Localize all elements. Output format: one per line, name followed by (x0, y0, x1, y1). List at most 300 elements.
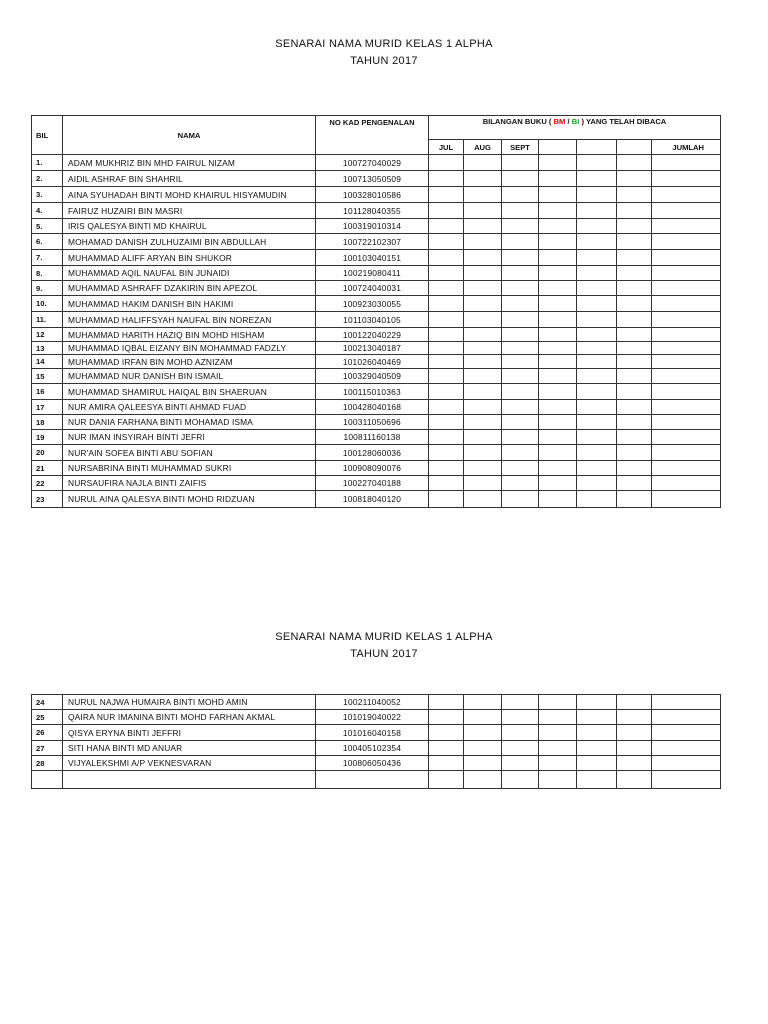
book-count-cell[interactable] (464, 415, 502, 430)
bil-cell: 23 (32, 491, 63, 508)
book-count-cell[interactable] (539, 710, 577, 725)
book-count-cell[interactable] (429, 155, 464, 171)
book-count-cell[interactable] (577, 741, 617, 756)
book-count-cell[interactable] (464, 355, 502, 369)
book-count-cell[interactable] (429, 342, 464, 355)
book-count-cell[interactable] (429, 312, 464, 328)
book-count-cell[interactable] (539, 342, 577, 355)
ic-cell: 100811160138 (316, 430, 429, 445)
bil-cell: 7. (32, 250, 63, 266)
book-count-cell[interactable] (652, 430, 721, 445)
bil-cell (32, 771, 63, 789)
book-count-cell[interactable] (429, 430, 464, 445)
book-count-cell[interactable] (577, 355, 617, 369)
book-count-cell[interactable] (502, 756, 539, 771)
book-count-cell[interactable] (429, 266, 464, 281)
table-row (32, 741, 721, 756)
book-count-cell[interactable] (539, 355, 577, 369)
book-count-cell[interactable] (429, 741, 464, 756)
book-count-cell[interactable] (539, 171, 577, 187)
table-row (32, 219, 721, 234)
table-row (32, 430, 721, 445)
name-cell: QAIRA NUR IMANINA BINTI MOHD FARHAN AKMAL (63, 710, 316, 725)
book-count-cell[interactable] (577, 491, 617, 508)
book-count-cell[interactable] (502, 281, 539, 296)
book-count-cell[interactable] (464, 695, 502, 710)
book-count-cell[interactable] (502, 266, 539, 281)
header-nama: NAMA (63, 116, 316, 155)
table-row (32, 400, 721, 415)
book-count-cell[interactable] (652, 384, 721, 400)
book-count-cell[interactable] (652, 219, 721, 234)
book-count-cell[interactable] (577, 203, 617, 219)
ic-cell: 100724040031 (316, 281, 429, 296)
book-count-cell[interactable] (652, 771, 721, 789)
book-count-cell[interactable] (617, 234, 652, 250)
book-count-cell[interactable] (577, 384, 617, 400)
book-count-cell[interactable] (617, 445, 652, 461)
book-count-cell[interactable] (464, 296, 502, 312)
book-count-cell[interactable] (502, 203, 539, 219)
book-count-cell[interactable] (539, 400, 577, 415)
book-count-cell[interactable] (539, 155, 577, 171)
book-count-cell[interactable] (464, 710, 502, 725)
book-count-cell[interactable] (502, 312, 539, 328)
book-count-cell[interactable] (502, 445, 539, 461)
header-month-4 (577, 140, 617, 155)
book-count-cell[interactable] (652, 171, 721, 187)
table-row (32, 725, 721, 741)
book-count-cell[interactable] (577, 296, 617, 312)
ic-cell (316, 771, 429, 789)
ic-cell: 100818040120 (316, 491, 429, 508)
book-count-cell[interactable] (652, 266, 721, 281)
book-count-cell[interactable] (429, 328, 464, 342)
bil-cell: 22 (32, 476, 63, 491)
book-count-cell[interactable] (429, 725, 464, 741)
book-count-cell[interactable] (464, 756, 502, 771)
ic-cell: 100428040168 (316, 400, 429, 415)
book-count-cell[interactable] (617, 741, 652, 756)
book-count-cell[interactable] (577, 219, 617, 234)
book-count-cell[interactable] (464, 171, 502, 187)
book-count-cell[interactable] (539, 430, 577, 445)
book-count-cell[interactable] (617, 281, 652, 296)
book-count-cell[interactable] (464, 266, 502, 281)
book-count-cell[interactable] (502, 355, 539, 369)
ic-cell: 100806050436 (316, 756, 429, 771)
book-count-cell[interactable] (502, 491, 539, 508)
book-count-cell[interactable] (429, 771, 464, 789)
book-count-cell[interactable] (429, 461, 464, 476)
bil-cell: 28 (32, 756, 63, 771)
name-cell: MUHAMMAD ALIFF ARYAN BIN SHUKOR (63, 250, 316, 266)
book-count-cell[interactable] (429, 250, 464, 266)
book-count-cell[interactable] (577, 187, 617, 203)
name-cell: MUHAMMAD SHAMIRUL HAIQAL BIN SHAERUAN (63, 384, 316, 400)
book-count-cell[interactable] (577, 281, 617, 296)
table-row (32, 203, 721, 219)
book-count-cell[interactable] (539, 384, 577, 400)
book-count-cell[interactable] (617, 725, 652, 741)
table-row (32, 296, 721, 312)
name-cell: NUR IMAN INSYIRAH BINTI JEFRI (63, 430, 316, 445)
table-row (32, 756, 721, 771)
ic-cell: 100122040229 (316, 328, 429, 342)
table-row (32, 312, 721, 328)
ic-cell: 101019040022 (316, 710, 429, 725)
book-count-cell[interactable] (652, 400, 721, 415)
book-count-cell[interactable] (617, 203, 652, 219)
bil-cell: 26 (32, 725, 63, 741)
book-count-cell[interactable] (617, 171, 652, 187)
book-count-cell[interactable] (617, 296, 652, 312)
book-count-cell[interactable] (617, 328, 652, 342)
book-count-cell[interactable] (429, 187, 464, 203)
header-bil: BIL (32, 116, 63, 155)
book-count-cell[interactable] (539, 203, 577, 219)
book-count-cell[interactable] (429, 296, 464, 312)
book-count-cell[interactable] (429, 203, 464, 219)
book-count-cell[interactable] (539, 725, 577, 741)
book-count-cell[interactable] (539, 328, 577, 342)
book-count-cell[interactable] (464, 725, 502, 741)
book-count-cell[interactable] (502, 234, 539, 250)
book-count-cell[interactable] (464, 250, 502, 266)
book-count-cell[interactable] (539, 695, 577, 710)
book-count-cell[interactable] (652, 725, 721, 741)
book-count-cell[interactable] (617, 219, 652, 234)
table-row (32, 171, 721, 187)
bil-cell: 2. (32, 171, 63, 187)
book-count-cell[interactable] (652, 491, 721, 508)
book-count-cell[interactable] (617, 771, 652, 789)
table-row (32, 771, 721, 789)
book-count-cell[interactable] (617, 312, 652, 328)
name-cell: VIJYALEKSHMI A/P VEKNESVARAN (63, 756, 316, 771)
book-count-cell[interactable] (464, 400, 502, 415)
bil-cell: 14 (32, 355, 63, 369)
ic-cell: 101128040355 (316, 203, 429, 219)
book-count-cell[interactable] (464, 445, 502, 461)
header-no-kad: NO KAD PENGENALAN (316, 116, 429, 155)
book-count-cell[interactable] (577, 328, 617, 342)
book-count-cell[interactable] (577, 342, 617, 355)
book-count-cell[interactable] (429, 756, 464, 771)
book-count-cell[interactable] (617, 384, 652, 400)
header-bilangan-prefix: BILANGAN BUKU ( (482, 117, 552, 126)
book-count-cell[interactable] (652, 328, 721, 342)
book-count-cell[interactable] (617, 250, 652, 266)
book-count-cell[interactable] (577, 461, 617, 476)
table-row (32, 250, 721, 266)
book-count-cell[interactable] (502, 171, 539, 187)
book-count-cell[interactable] (502, 296, 539, 312)
book-count-cell[interactable] (429, 695, 464, 710)
book-count-cell[interactable] (502, 187, 539, 203)
book-count-cell[interactable] (539, 369, 577, 384)
book-count-cell[interactable] (539, 312, 577, 328)
book-count-cell[interactable] (502, 430, 539, 445)
book-count-cell[interactable] (502, 741, 539, 756)
book-count-cell[interactable] (617, 476, 652, 491)
bil-cell: 1. (32, 155, 63, 171)
book-count-cell[interactable] (652, 281, 721, 296)
book-count-cell[interactable] (464, 741, 502, 756)
book-count-cell[interactable] (502, 415, 539, 430)
name-cell: MUHAMMAD NUR DANISH BIN ISMAIL (63, 369, 316, 384)
header-bilangan-suffix: ) YANG TELAH DIBACA (581, 117, 667, 126)
bil-cell: 25 (32, 710, 63, 725)
table-row (32, 281, 721, 296)
book-count-cell[interactable] (617, 415, 652, 430)
name-cell: MUHAMMAD ASHRAFF DZAKIRIN BIN APEZOL (63, 281, 316, 296)
book-count-cell[interactable] (464, 281, 502, 296)
bil-cell: 9. (32, 281, 63, 296)
book-count-cell[interactable] (617, 355, 652, 369)
book-count-cell[interactable] (577, 756, 617, 771)
book-count-cell[interactable] (577, 710, 617, 725)
book-count-cell[interactable] (464, 328, 502, 342)
name-cell: NURSAUFIRA NAJLA BINTI ZAIFIS (63, 476, 316, 491)
book-count-cell[interactable] (577, 266, 617, 281)
book-count-cell[interactable] (539, 415, 577, 430)
header-month-6: JUMLAH (652, 140, 721, 155)
ic-cell: 100908090076 (316, 461, 429, 476)
header-slash: / (567, 117, 570, 126)
header-bi: BI (571, 117, 580, 126)
book-count-cell[interactable] (652, 461, 721, 476)
book-count-cell[interactable] (429, 415, 464, 430)
book-count-cell[interactable] (652, 476, 721, 491)
book-count-cell[interactable] (617, 756, 652, 771)
book-count-cell[interactable] (617, 342, 652, 355)
book-count-cell[interactable] (429, 171, 464, 187)
book-count-cell[interactable] (464, 491, 502, 508)
book-count-cell[interactable] (617, 266, 652, 281)
bil-cell: 15 (32, 369, 63, 384)
book-count-cell[interactable] (652, 187, 721, 203)
book-count-cell[interactable] (502, 342, 539, 355)
book-count-cell[interactable] (539, 461, 577, 476)
book-count-cell[interactable] (577, 400, 617, 415)
name-cell: NURUL AINA QALESYA BINTI MOHD RIDZUAN (63, 491, 316, 508)
book-count-cell[interactable] (652, 415, 721, 430)
student-rows-page2 (32, 695, 721, 789)
table-row (32, 695, 721, 710)
book-count-cell[interactable] (617, 187, 652, 203)
book-count-cell[interactable] (617, 710, 652, 725)
book-count-cell[interactable] (502, 400, 539, 415)
book-count-cell[interactable] (577, 369, 617, 384)
table-row (32, 415, 721, 430)
page2-title (0, 629, 768, 663)
book-count-cell[interactable] (429, 400, 464, 415)
table-row (32, 355, 721, 369)
book-count-cell[interactable] (464, 155, 502, 171)
book-count-cell[interactable] (502, 771, 539, 789)
ic-cell: 100219080411 (316, 266, 429, 281)
book-count-cell[interactable] (464, 342, 502, 355)
book-count-cell[interactable] (577, 415, 617, 430)
book-count-cell[interactable] (652, 445, 721, 461)
ic-cell: 100128060036 (316, 445, 429, 461)
book-count-cell[interactable] (464, 461, 502, 476)
book-count-cell[interactable] (539, 771, 577, 789)
book-count-cell[interactable] (577, 171, 617, 187)
book-count-cell[interactable] (617, 695, 652, 710)
book-count-cell[interactable] (539, 266, 577, 281)
book-count-cell[interactable] (429, 281, 464, 296)
book-count-cell[interactable] (617, 155, 652, 171)
name-cell: NURUL NAJWA HUMAIRA BINTI MOHD AMIN (63, 695, 316, 710)
book-count-cell[interactable] (502, 250, 539, 266)
book-count-cell[interactable] (652, 203, 721, 219)
book-count-cell[interactable] (429, 491, 464, 508)
bil-cell: 3. (32, 187, 63, 203)
book-count-cell[interactable] (539, 296, 577, 312)
book-count-cell[interactable] (464, 234, 502, 250)
page1-title (0, 36, 768, 70)
book-count-cell[interactable] (577, 250, 617, 266)
bil-cell: 24 (32, 695, 63, 710)
book-count-cell[interactable] (617, 461, 652, 476)
book-count-cell[interactable] (464, 771, 502, 789)
bil-cell: 16 (32, 384, 63, 400)
book-count-cell[interactable] (429, 369, 464, 384)
book-count-cell[interactable] (617, 369, 652, 384)
book-count-cell[interactable] (464, 430, 502, 445)
ic-cell: 100311050696 (316, 415, 429, 430)
name-cell: NURSABRINA BINTI MUHAMMAD SUKRI (63, 461, 316, 476)
book-count-cell[interactable] (464, 219, 502, 234)
table-row (32, 476, 721, 491)
name-cell: MUHAMMAD IQBAL EIZANY BIN MOHAMMAD FADZLY (63, 342, 316, 355)
book-count-cell[interactable] (429, 384, 464, 400)
name-cell: NUR'AIN SOFEA BINTI ABU SOFIAN (63, 445, 316, 461)
book-count-cell[interactable] (502, 695, 539, 710)
book-count-cell[interactable] (464, 476, 502, 491)
book-count-cell[interactable] (502, 155, 539, 171)
name-cell: MOHAMAD DANISH ZULHUZAIMI BIN ABDULLAH (63, 234, 316, 250)
book-count-cell[interactable] (502, 461, 539, 476)
book-count-cell[interactable] (464, 203, 502, 219)
ic-cell: 100103040151 (316, 250, 429, 266)
book-count-cell[interactable] (539, 281, 577, 296)
book-count-cell[interactable] (577, 695, 617, 710)
book-count-cell[interactable] (617, 400, 652, 415)
book-count-cell[interactable] (502, 476, 539, 491)
book-count-cell[interactable] (652, 741, 721, 756)
name-cell: MUHAMMAD IRFAN BIN MOHD AZNIZAM (63, 355, 316, 369)
book-count-cell[interactable] (502, 384, 539, 400)
name-cell: NUR AMIRA QALEESYA BINTI AHMAD FUAD (63, 400, 316, 415)
book-count-cell[interactable] (617, 491, 652, 508)
book-count-cell[interactable] (617, 430, 652, 445)
book-count-cell[interactable] (464, 384, 502, 400)
book-count-cell[interactable] (539, 250, 577, 266)
book-count-cell[interactable] (539, 445, 577, 461)
book-count-cell[interactable] (539, 491, 577, 508)
book-count-cell[interactable] (652, 250, 721, 266)
ic-cell: 101103040105 (316, 312, 429, 328)
book-count-cell[interactable] (429, 445, 464, 461)
book-count-cell[interactable] (652, 710, 721, 725)
book-count-cell[interactable] (652, 756, 721, 771)
book-count-cell[interactable] (539, 756, 577, 771)
name-cell: FAIRUZ HUZAIRI BIN MASRI (63, 203, 316, 219)
name-cell: AIDIL ASHRAF BIN SHAHRIL (63, 171, 316, 187)
ic-cell: 100115010363 (316, 384, 429, 400)
book-count-cell[interactable] (502, 369, 539, 384)
table-row (32, 710, 721, 725)
book-count-cell[interactable] (464, 369, 502, 384)
name-cell: MUHAMMAD HARITH HAZIQ BIN MOHD HISHAM (63, 328, 316, 342)
name-cell: MUHAMMAD HALIFFSYAH NAUFAL BIN NOREZAN (63, 312, 316, 328)
book-count-cell[interactable] (429, 355, 464, 369)
book-count-cell[interactable] (429, 234, 464, 250)
book-count-cell[interactable] (539, 476, 577, 491)
book-count-cell[interactable] (577, 725, 617, 741)
book-count-cell[interactable] (502, 710, 539, 725)
book-count-cell[interactable] (502, 219, 539, 234)
book-count-cell[interactable] (652, 695, 721, 710)
name-cell: AINA SYUHADAH BINTI MOHD KHAIRUL HISYAMUDIN (63, 187, 316, 203)
book-count-cell[interactable] (539, 187, 577, 203)
book-count-cell[interactable] (429, 219, 464, 234)
book-count-cell[interactable] (539, 219, 577, 234)
table-row (32, 187, 721, 203)
table-row (32, 266, 721, 281)
table-row (32, 234, 721, 250)
book-count-cell[interactable] (577, 430, 617, 445)
bil-cell: 10. (32, 296, 63, 312)
book-count-cell[interactable] (577, 312, 617, 328)
book-count-cell[interactable] (652, 342, 721, 355)
student-table-page1 (31, 115, 721, 508)
table-row (32, 384, 721, 400)
book-count-cell[interactable] (652, 234, 721, 250)
book-count-cell[interactable] (429, 710, 464, 725)
book-count-cell[interactable] (577, 476, 617, 491)
name-cell: ADAM MUKHRIZ BIN MHD FAIRUL NIZAM (63, 155, 316, 171)
ic-cell: 100923030055 (316, 296, 429, 312)
book-count-cell[interactable] (652, 155, 721, 171)
table-row (32, 155, 721, 171)
book-count-cell[interactable] (577, 234, 617, 250)
book-count-cell[interactable] (652, 369, 721, 384)
ic-cell: 101016040158 (316, 725, 429, 741)
book-count-cell[interactable] (577, 771, 617, 789)
name-cell (63, 771, 316, 789)
book-count-cell[interactable] (577, 445, 617, 461)
ic-cell: 100329040509 (316, 369, 429, 384)
book-count-cell[interactable] (577, 155, 617, 171)
book-count-cell[interactable] (652, 355, 721, 369)
book-count-cell[interactable] (539, 234, 577, 250)
book-count-cell[interactable] (652, 296, 721, 312)
bil-cell: 19 (32, 430, 63, 445)
book-count-cell[interactable] (502, 725, 539, 741)
book-count-cell[interactable] (539, 741, 577, 756)
book-count-cell[interactable] (502, 328, 539, 342)
book-count-cell[interactable] (429, 476, 464, 491)
book-count-cell[interactable] (652, 312, 721, 328)
ic-cell: 100319010314 (316, 219, 429, 234)
table-row (32, 328, 721, 342)
book-count-cell[interactable] (464, 187, 502, 203)
book-count-cell[interactable] (464, 312, 502, 328)
